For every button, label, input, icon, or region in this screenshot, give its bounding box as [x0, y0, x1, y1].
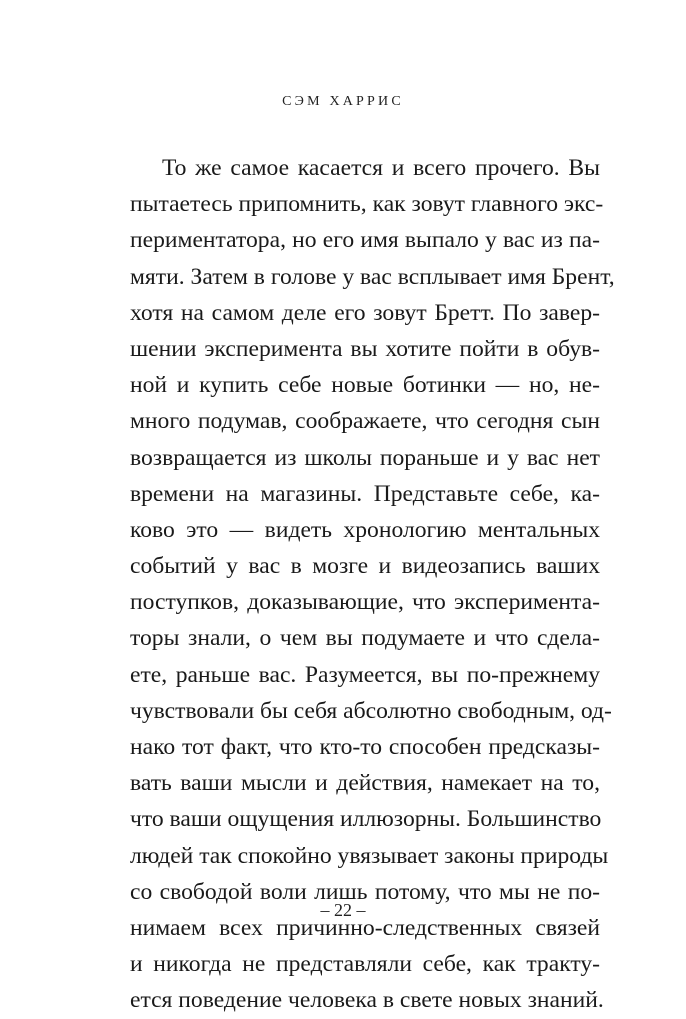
text-line: много подумав, соображаете, что сегодня сын	[130, 408, 600, 435]
text-line: возвращается из школы пораньше и у вас нет	[130, 444, 600, 471]
text-line: людей так спокойно увязывает законы природы	[130, 842, 609, 869]
page-number: – 22 –	[320, 900, 366, 920]
running-head-author: СЭМ ХАРРИС	[282, 94, 404, 109]
text-line: торы знали, о чем вы подумаете и что сдела-	[130, 625, 600, 652]
text-line: нако тот факт, что кто-то способен предсказы-	[130, 734, 600, 760]
text-line: ется поведение человека в свете новых знаний.	[130, 987, 604, 1014]
text-line: со свободой воли лишь потому, что мы не по-	[130, 878, 600, 905]
text-line: То же самое касается и всего прочего. Вы	[162, 155, 600, 181]
text-line: периментатора, но его имя выпало у вас из па-	[130, 227, 600, 254]
text-line: поступков, доказывающие, что эксперимента-	[130, 589, 600, 616]
text-line: чувствовали бы себя абсолютно свободным, од-	[130, 697, 612, 724]
text-line: и никогда не представляли себе, как тракту-	[130, 951, 600, 978]
text-line: ной и купить себе новые ботинки — но, не-	[130, 372, 600, 399]
text-line: времени на магазины. Представьте себе, ка-	[130, 480, 600, 507]
text-line: нимаем всех причинно-следственных связей	[130, 914, 600, 941]
text-line: хотя на самом деле его зовут Бретт. По завер-	[130, 299, 600, 326]
text-line: пытаетесь припомнить, как зовут главного экс-	[130, 191, 604, 218]
body-paragraph	[130, 150, 615, 1019]
text-line: что ваши ощущения иллюзорны. Большинство	[130, 806, 602, 833]
text-line: шении эксперимента вы хотите пойти в обув-	[130, 335, 600, 362]
text-line: ково это — видеть хронологию ментальных	[130, 516, 600, 543]
text-line: вать ваши мысли и действия, намекает на то,	[130, 770, 600, 797]
text-line: мяти. Затем в голове у вас всплывает имя Брент,	[130, 263, 615, 290]
text-line: ете, раньше вас. Разумеется, вы по-прежнему	[130, 661, 600, 688]
text-line: событий у вас в мозге и видеозапись ваших	[130, 553, 600, 580]
